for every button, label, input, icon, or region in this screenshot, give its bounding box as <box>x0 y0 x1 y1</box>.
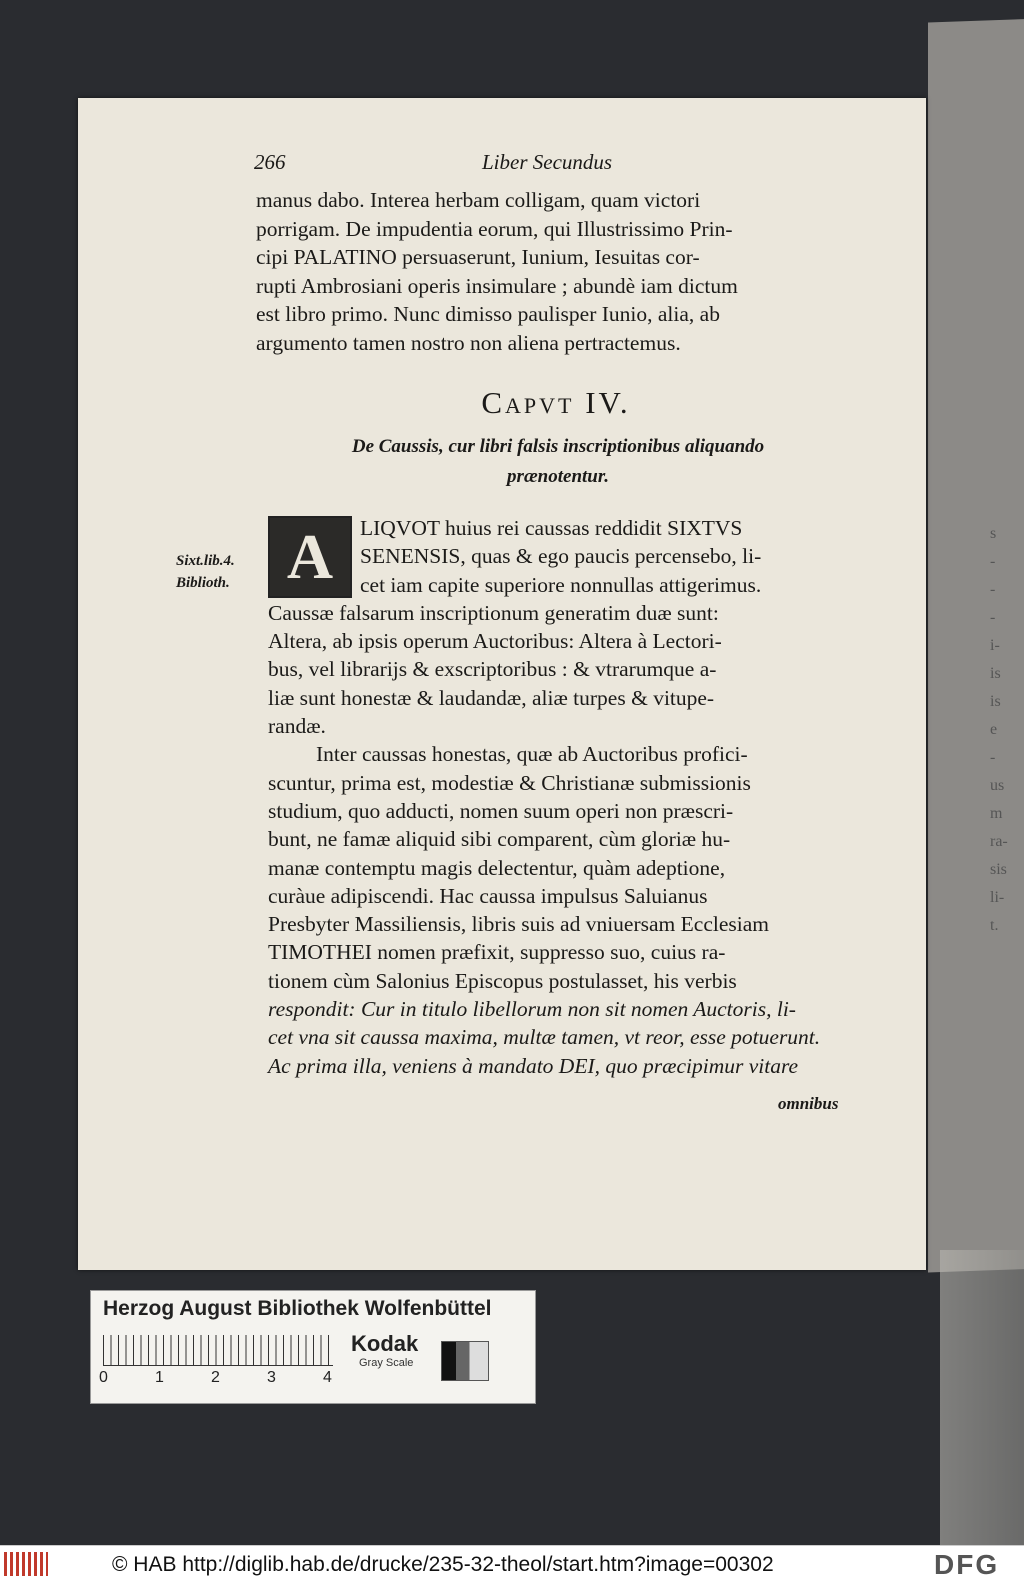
kodak-logo: Kodak <box>351 1331 419 1356</box>
neighbor-fragment: - <box>990 749 996 766</box>
text-line: tionem cùm Salonius Episcopus postulasset, his verbis <box>268 968 737 993</box>
text-line: Altera, ab ipsis operum Auctoribus: Altera à Lectori- <box>268 629 722 654</box>
neighbor-fragment: sis <box>990 861 1007 878</box>
text-line: TIMOTHEI nomen præfixit, suppresso suo, cuius ra- <box>268 940 726 965</box>
text-line: Inter caussas honestas, quæ ab Auctoribus profici- <box>316 742 748 767</box>
footer-bar <box>0 1545 1024 1583</box>
institution-label: Herzog August Bibliothek Wolfenbüttel <box>103 1297 492 1320</box>
text-line: rupti Ambrosiani operis insimulare ; abundè iam dictum <box>256 273 738 298</box>
neighbor-fragment: us <box>990 777 1005 794</box>
initial-letter: A <box>286 521 334 592</box>
chapter-subtitle-line: prænotentur. <box>507 466 609 487</box>
marginal-note-line: Biblioth. <box>176 575 230 591</box>
neighbor-fragment: e <box>990 721 998 738</box>
gray-scale-label: Gray Scale <box>359 1357 414 1369</box>
neighbor-fragment: i- <box>990 637 1000 654</box>
marginal-note-line: Sixt.lib.4. <box>176 553 235 569</box>
text-line: curàue adipiscendi. Hac caussa impulsus Saluianus <box>268 883 708 908</box>
page-number: 266 <box>254 150 286 174</box>
next-page-lower-edge <box>940 1250 1024 1545</box>
text-line: randæ. <box>268 714 326 739</box>
neighbor-fragment: - <box>990 581 996 598</box>
text-line: est libro primo. Nunc dimisso paulisper Iunio, alia, ab <box>256 302 720 327</box>
neighbor-fragment: is <box>990 693 1001 710</box>
opening-text-block <box>256 186 856 358</box>
neighbor-fragment: s <box>990 525 997 542</box>
ruler-number: 2 <box>211 1369 220 1386</box>
marginal-note <box>176 550 256 594</box>
text-line: SENENSIS, quas & ego paucis percensebo, li- <box>360 544 762 569</box>
ruler-number: 4 <box>323 1369 332 1386</box>
chapter-subtitle-line: De Caussis, cur libri falsis inscriptionibus aliquando <box>351 436 765 457</box>
text-line: bus, vel librarijs & exscriptoribus : & vtrarumque a- <box>268 657 717 682</box>
text-line: cet iam capite superiore nonnullas attigerimus. <box>360 572 762 597</box>
text-line: studium, quo adducti, nomen suum operi non præscri- <box>268 798 734 823</box>
chapter-subtitle <box>288 432 828 492</box>
neighbor-fragment: - <box>990 609 996 626</box>
source-url-link[interactable]: © HAB http://diglib.hab.de/drucke/235-32-theol/start.htm?image=00302 <box>112 1553 774 1576</box>
running-head-title: Liber Secundus <box>482 150 613 174</box>
chapter-text-block <box>268 514 850 1080</box>
hab-logo-icon <box>4 1552 48 1576</box>
scale-ruler <box>103 1335 333 1366</box>
text-line: LIQVOT huius rei caussas reddidit SIXTVS <box>360 516 743 540</box>
ruler-number: 3 <box>267 1369 276 1386</box>
text-line: cet vna sit caussa maxima, multæ tamen, vt reor, esse potuerunt. <box>268 1025 821 1050</box>
neighbor-fragment: m <box>990 805 1003 822</box>
neighbor-fragment: ra- <box>990 833 1008 850</box>
text-line: scuntur, prima est, modestiæ & Christianæ submissionis <box>268 770 751 795</box>
text-line: bunt, ne famæ aliquid sibi comparent, cùm gloriæ hu- <box>268 827 731 852</box>
neighbor-fragment: t. <box>990 917 999 934</box>
text-line: manus dabo. Interea herbam colligam, quam victori <box>256 188 701 212</box>
text-line: cipi PALATINO persuaserunt, Iunium, Iesuitas cor- <box>256 245 700 270</box>
book-page <box>78 98 926 1270</box>
text-line: liæ sunt honestæ & laudandæ, aliæ turpes & vitupe- <box>268 685 715 710</box>
next-page-text-fragments <box>990 520 1020 1140</box>
text-line: Presbyter Massiliensis, libris suis ad vniuersam Ecclesiam <box>268 912 769 937</box>
text-line: Caussæ falsarum inscriptionum generatim duæ sunt: <box>268 600 719 625</box>
catchword: omnibus <box>778 1094 839 1113</box>
color-target-card <box>90 1290 536 1404</box>
neighbor-fragment: li- <box>990 889 1005 906</box>
ruler-number: 1 <box>155 1369 164 1386</box>
text-line: argumento tamen nostro non aliena pertractemus. <box>256 330 681 355</box>
text-line: respondit: Cur in titulo libellorum non sit nomen Auctoris, li- <box>268 997 796 1022</box>
text-line: manæ contemptu magis delectentur, quàm adeptione, <box>268 855 726 880</box>
ruler-number: 0 <box>99 1369 108 1386</box>
chapter-title: Capvt IV. <box>481 385 631 420</box>
neighbor-fragment: is <box>990 665 1001 682</box>
text-line: porrigam. De impudentia eorum, qui Illustrissimo Prin- <box>256 216 733 241</box>
dfg-logo: DFG <box>934 1549 1000 1580</box>
neighbor-fragment: - <box>990 553 996 570</box>
indented-lines <box>268 514 850 599</box>
text-line: Ac prima illa, veniens à mandato DEI, quo præcipimur vitare <box>268 1053 799 1078</box>
gray-scale-swatch <box>441 1341 489 1381</box>
